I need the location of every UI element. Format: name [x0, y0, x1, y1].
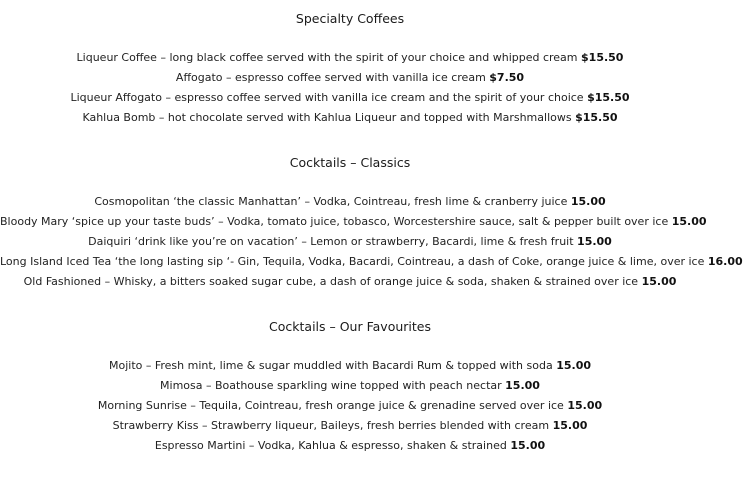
item-price: 15.00: [577, 235, 612, 248]
section-cocktails-classics: [0, 154, 743, 292]
menu-item: [0, 436, 700, 456]
menu-item: [0, 416, 700, 436]
item-price: $7.50: [489, 71, 525, 84]
menu-item: [0, 212, 707, 232]
section-specialty-coffees: [0, 10, 700, 128]
item-price: $15.50: [587, 91, 630, 104]
section-title: Cocktails – Our Favourites: [269, 319, 431, 334]
menu-item-list: [0, 192, 743, 292]
item-price: 15.00: [671, 215, 707, 228]
menu-item: [0, 68, 700, 88]
item-description: Morning Sunrise – Tequila, Cointreau, fresh orange juice & grenadine served over ice: [97, 399, 564, 412]
item-description: Liqueur Affogato – espresso coffee served with vanilla ice cream and the spirit of your choice: [70, 91, 584, 104]
item-description: Long Island Iced Tea ‘the long lasting sip ‘- Gin, Tequila, Vodka, Bacardi, Cointreau, a dash of Coke, orange juice & lime, over ice: [0, 255, 705, 268]
item-price: 15.00: [570, 195, 606, 208]
menu-item: [0, 272, 700, 292]
section-cocktails-our-favourites: [0, 318, 700, 456]
item-price: 15.00: [505, 379, 540, 392]
section-title: Cocktails – Classics: [289, 155, 411, 170]
item-description: Mojito – Fresh mint, lime & sugar muddled with Bacardi Rum & topped with soda: [108, 359, 553, 372]
item-price: 15.00: [641, 275, 677, 288]
item-description: Daiquiri ‘drink like you’re on vacation’ – Lemon or strawberry, Bacardi, lime & fresh fruit: [88, 235, 574, 248]
section-title: Specialty Coffees: [295, 11, 405, 26]
item-description: Kahlua Bomb – hot chocolate served with Kahlua Liqueur and topped with Marshmallows: [82, 111, 572, 124]
menu-item: [0, 48, 700, 68]
item-price: 15.00: [556, 359, 591, 372]
menu-item-list: [0, 48, 700, 128]
item-price: 16.00: [707, 255, 743, 268]
item-price: 15.00: [510, 439, 546, 452]
item-description: Cosmopolitan ‘the classic Manhattan’ – Vodka, Cointreau, fresh lime & cranberry juice: [94, 195, 568, 208]
menu-item: [0, 376, 700, 396]
item-description: Affogato – espresso coffee served with vanilla ice cream: [175, 71, 486, 84]
item-description: Espresso Martini – Vodka, Kahlua & espresso, shaken & strained: [154, 439, 507, 452]
menu-item: [0, 252, 743, 272]
item-price: 15.00: [552, 419, 588, 432]
menu-item: [0, 192, 700, 212]
menu-item: [0, 232, 700, 252]
item-price: $15.50: [581, 51, 624, 64]
menu-item: [0, 88, 700, 108]
menu-item: [0, 356, 700, 376]
menu-item: [0, 396, 700, 416]
item-description: Mimosa – Boathouse sparkling wine topped with peach nectar: [160, 379, 502, 392]
menu-item: [0, 108, 700, 128]
item-description: Bloody Mary ‘spice up your taste buds’ – Vodka, tomato juice, tobasco, Worcestershire sauce, salt & pepper built over ice: [0, 215, 669, 228]
item-description: Strawberry Kiss – Strawberry liqueur, Baileys, fresh berries blended with cream: [112, 419, 550, 432]
item-description: Old Fashioned – Whisky, a bitters soaked sugar cube, a dash of orange juice & soda, shaken & strained over ice: [23, 275, 639, 288]
menu-item-list: [0, 356, 700, 456]
item-description: Liqueur Coffee – long black coffee served with the spirit of your choice and whipped cream: [76, 51, 578, 64]
item-price: $15.50: [575, 111, 618, 124]
item-price: 15.00: [567, 399, 603, 412]
